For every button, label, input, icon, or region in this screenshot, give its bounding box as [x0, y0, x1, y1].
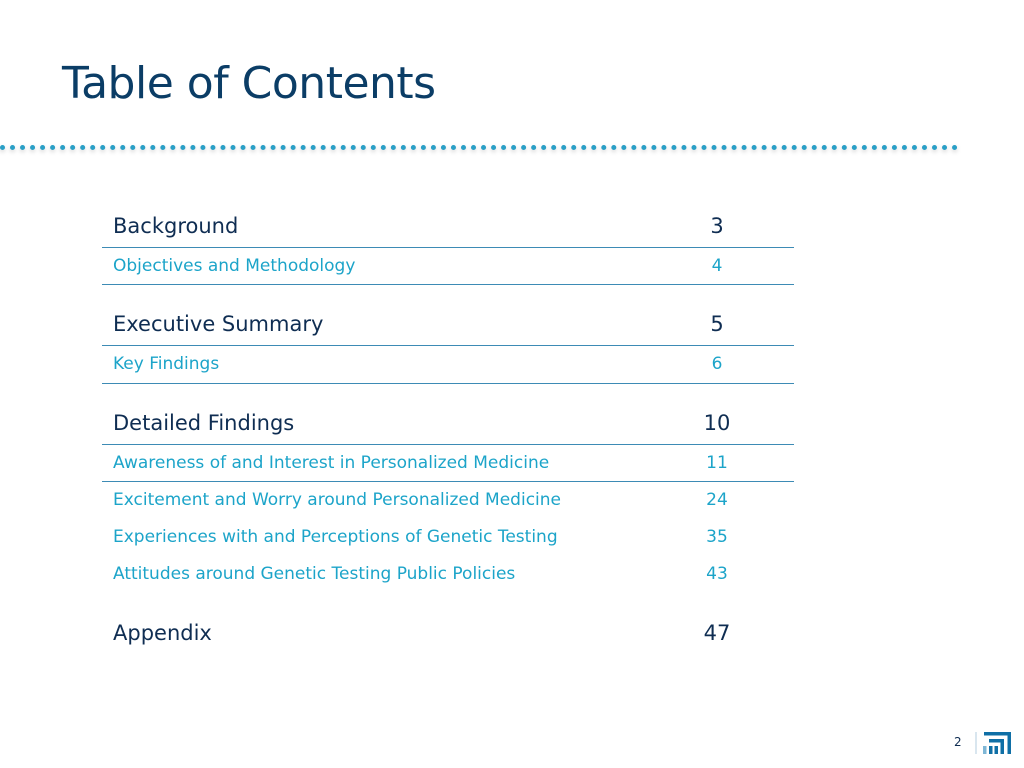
toc-rule	[102, 345, 794, 346]
toc-entry-label: Experiences with and Perceptions of Genetic Testing	[113, 527, 558, 547]
page-title: Table of Contents	[62, 58, 436, 109]
toc-rule	[102, 383, 794, 384]
toc-rule	[102, 247, 794, 248]
slide-number: 2	[954, 735, 962, 749]
toc-entry-label: Excitement and Worry around Personalized Medicine	[113, 490, 561, 510]
toc-entry-page: 47	[703, 621, 731, 645]
toc-entry-background[interactable]	[102, 214, 794, 248]
toc-entry-label: Awareness of and Interest in Personalized Medicine	[113, 453, 550, 473]
toc-entry-label: Attitudes around Genetic Testing Public Policies	[113, 564, 516, 584]
toc-rule	[102, 481, 794, 482]
toc-rule	[102, 284, 794, 285]
toc-rule	[102, 444, 794, 445]
toc-entry-excitement-and-worry[interactable]	[102, 490, 794, 518]
toc-entry-experiences-and-perceptions[interactable]	[102, 527, 794, 555]
toc-entry-key-findings[interactable]	[102, 354, 794, 382]
toc-entry-page: 24	[706, 490, 728, 510]
toc-entry-detailed-findings[interactable]	[102, 411, 794, 445]
toc-entry-label: Appendix	[113, 621, 212, 645]
toc-entry-attitudes-public-policies[interactable]	[102, 564, 794, 592]
toc-entry-page: 4	[711, 256, 723, 276]
title-divider	[0, 145, 958, 150]
toc-entry-appendix[interactable]	[102, 621, 794, 655]
toc-entry-page: 11	[706, 453, 728, 473]
toc-entry-label: Background	[113, 214, 239, 238]
toc-entry-label: Executive Summary	[113, 312, 324, 336]
toc-entry-page: 5	[710, 312, 724, 336]
toc-entry-label: Objectives and Methodology	[113, 256, 356, 276]
toc-entry-objectives-and-methodology[interactable]	[102, 256, 794, 284]
toc-entry-page: 43	[706, 564, 728, 584]
toc-entry-page: 6	[711, 354, 723, 374]
toc-entry-page: 35	[706, 527, 728, 547]
toc-entry-page: 10	[703, 411, 731, 435]
toc-entry-label: Key Findings	[113, 354, 220, 374]
bar-steps-logo-icon	[975, 728, 1015, 758]
toc-entry-awareness-and-interest[interactable]	[102, 453, 794, 481]
toc-entry-label: Detailed Findings	[113, 411, 295, 435]
toc-entry-executive-summary[interactable]	[102, 312, 794, 346]
toc-entry-page: 3	[710, 214, 724, 238]
